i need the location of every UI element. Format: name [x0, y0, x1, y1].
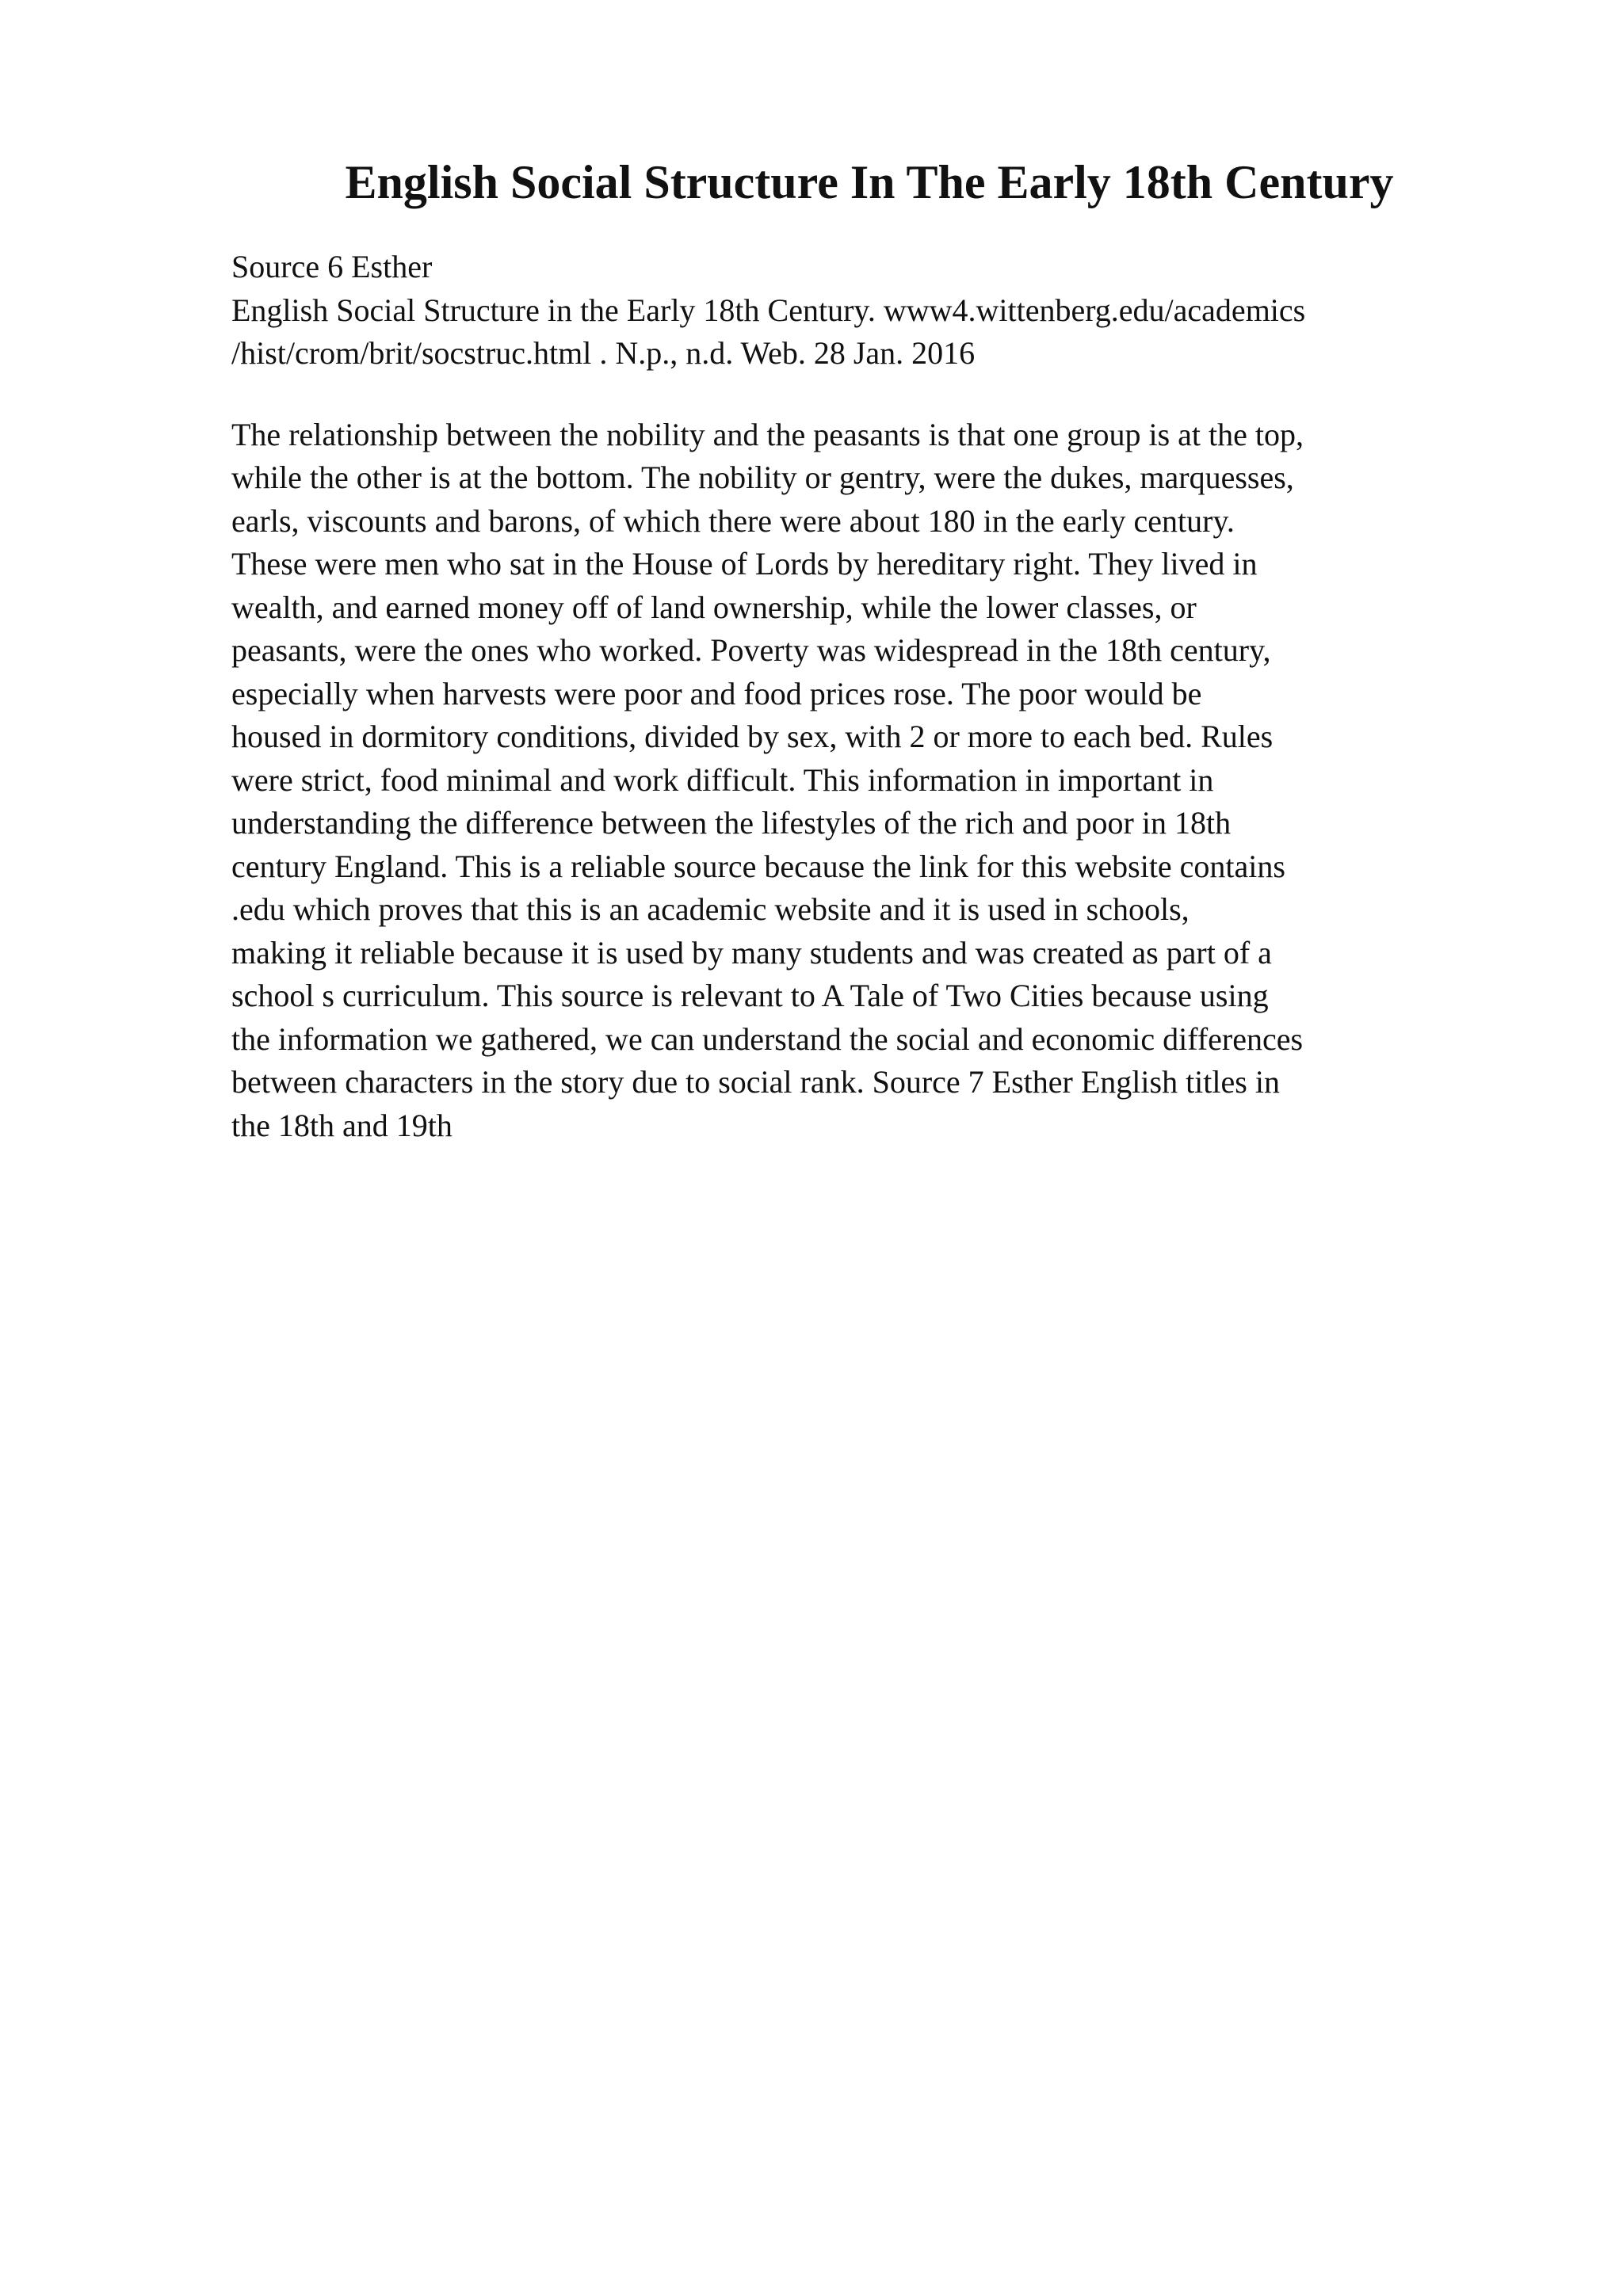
body-line: housed in dormitory conditions, divided by sex, with 2 or more to each bed. Rules	[231, 719, 1274, 754]
paragraph-gap	[231, 376, 1499, 414]
body-line: especially when harvests were poor and food prices rose. The poor would be	[231, 675, 1202, 711]
body-paragraph	[231, 414, 1499, 1148]
source-label: Source 6 Esther	[231, 249, 433, 284]
body-line: between characters in the story due to social rank. Source 7 Esther English titles in	[231, 1064, 1280, 1100]
body-line: understanding the difference between the lifestyles of the rich and poor in 18th	[231, 805, 1232, 841]
body-line: These were men who sat in the House of Lords by hereditary right. They lived in	[231, 546, 1258, 582]
body-line: .edu which proves that this is an academic website and it is used in schools,	[231, 891, 1190, 927]
body-line: peasants, were the ones who worked. Poverty was widespread in the 18th century,	[231, 632, 1271, 668]
document-content	[231, 246, 1499, 1147]
document-title: English Social Structure In The Early 18th Century	[345, 156, 1394, 208]
body-line: wealth, and earned money off of land ownership, while the lower classes, or	[231, 589, 1197, 625]
body-line: while the other is at the bottom. The nobility or gentry, were the dukes, marquesses,	[231, 460, 1294, 495]
body-line: earls, viscounts and barons, of which there were about 180 in the early century.	[231, 502, 1235, 539]
body-line: making it reliable because it is used by many students and was created as part of a	[231, 934, 1272, 971]
body-line: the 18th and 19th	[231, 1107, 453, 1143]
body-line: the information we gathered, we can understand the social and economic differences	[231, 1020, 1304, 1057]
body-line: were strict, food minimal and work difficult. This information in important in	[231, 761, 1214, 798]
body-line: century England. This is a reliable source because the link for this website contains	[231, 848, 1285, 884]
citation-line: /hist/crom/brit/socstruc.html . N.p., n.d. Web. 28 Jan. 2016	[231, 335, 976, 371]
body-line: The relationship between the nobility and the peasants is that one group is at the top,	[231, 416, 1304, 452]
citation-line: English Social Structure in the Early 18th Century. www4.wittenberg.edu/academics	[231, 292, 1306, 328]
body-line: school s curriculum. This source is relevant to A Tale of Two Cities because using	[231, 978, 1269, 1013]
